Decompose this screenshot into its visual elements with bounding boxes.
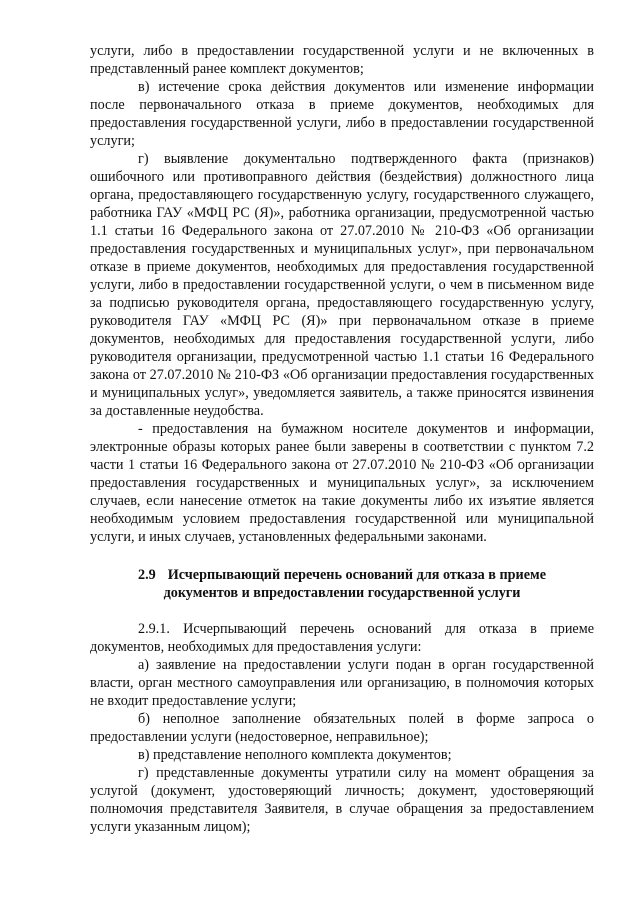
paragraph-item-dash: - предоставления на бумажном носителе документов и информации, электронные образы которых ранее были заверены в соответствии с пунктом 7.2 части 1 статьи 16 Федерального закона от 27.07.2010 № 210-ФЗ «Об организации предоставления государственных и муниципальных услуг», за исключением случаев, если нанесение отметок на такие документы либо их изъятие является необходимым условием предоставления государственной или муниципальной услуги, и иных случаев, установленных федеральными законами. [90, 421, 594, 545]
list-item-v: в) представление неполного комплекта документов; [138, 747, 452, 763]
paragraph-continuation: услуги, либо в предоставлении государственной услуги и не включенных в представленный ранее комплект документов; [90, 43, 594, 77]
section-title-line1: Исчерпывающий перечень оснований для отказа в приеме [167, 567, 546, 583]
list-item-g: г) представленные документы утратили силу на момент обращения за услугой (документ, удостоверяющий личность; документ, удостоверяющий полномочия представителя Заявителя, в случае обращения за предоставлением услуги указанным лицом); [90, 765, 594, 835]
paragraph-item-g: г) выявление документально подтвержденного факта (признаков) ошибочного или противоправного действия (бездействия) должностного лица органа, предоставляющего государственную услугу, государственного служащего, работника ГАУ «МФЦ РС (Я)», работника организации, предусмотренной частью 1.1 статьи 16 Федерального закона от 27.07.2010 № 210-ФЗ «Об организации предоставления государственных и муниципальных услуг», при первоначальном отказе в приеме документов, необходимых для предоставления государственной услуги, либо в предоставлении государственной услуги, о чем в письменном виде за подписью руководителя органа, предоставляющего государственную услугу, руководителя ГАУ «МФЦ РС (Я)» при первоначальном отказе в приеме документов, необходимых для предоставления государственной услуги, либо руководителя организации, предусмотренной частью 1.1 статьи 16 Федерального закона от 27.07.2010 № 210-ФЗ «Об организации предоставления государственных и муниципальных услуг», уведомляется заявитель, а также приносятся извинения за доставленные неудобства. [90, 151, 594, 419]
list-item-b: б) неполное заполнение обязательных полей в форме запроса о предоставлении услуги (недостоверное, неправильное); [90, 711, 594, 745]
section-heading [90, 566, 594, 602]
list-item-a: а) заявление на предоставлении услуги подан в орган государственной власти, орган местного самоуправления или организацию, в полномочия которых не входит предоставление услуги; [90, 657, 594, 709]
section-number: 2.9 [138, 567, 156, 583]
paragraph-2-9-1: 2.9.1. Исчерпывающий перечень оснований для отказа в приеме документов, необходимых для предоставления услуги: [90, 621, 594, 655]
paragraph-item-v: в) истечение срока действия документов или изменение информации после первоначального отказа в приеме документов, необходимых для предоставления государственной услуги, либо в предоставлении государственной услуги; [90, 79, 594, 149]
section-title-line2: документов и впредоставлении государственной услуги [163, 585, 521, 601]
